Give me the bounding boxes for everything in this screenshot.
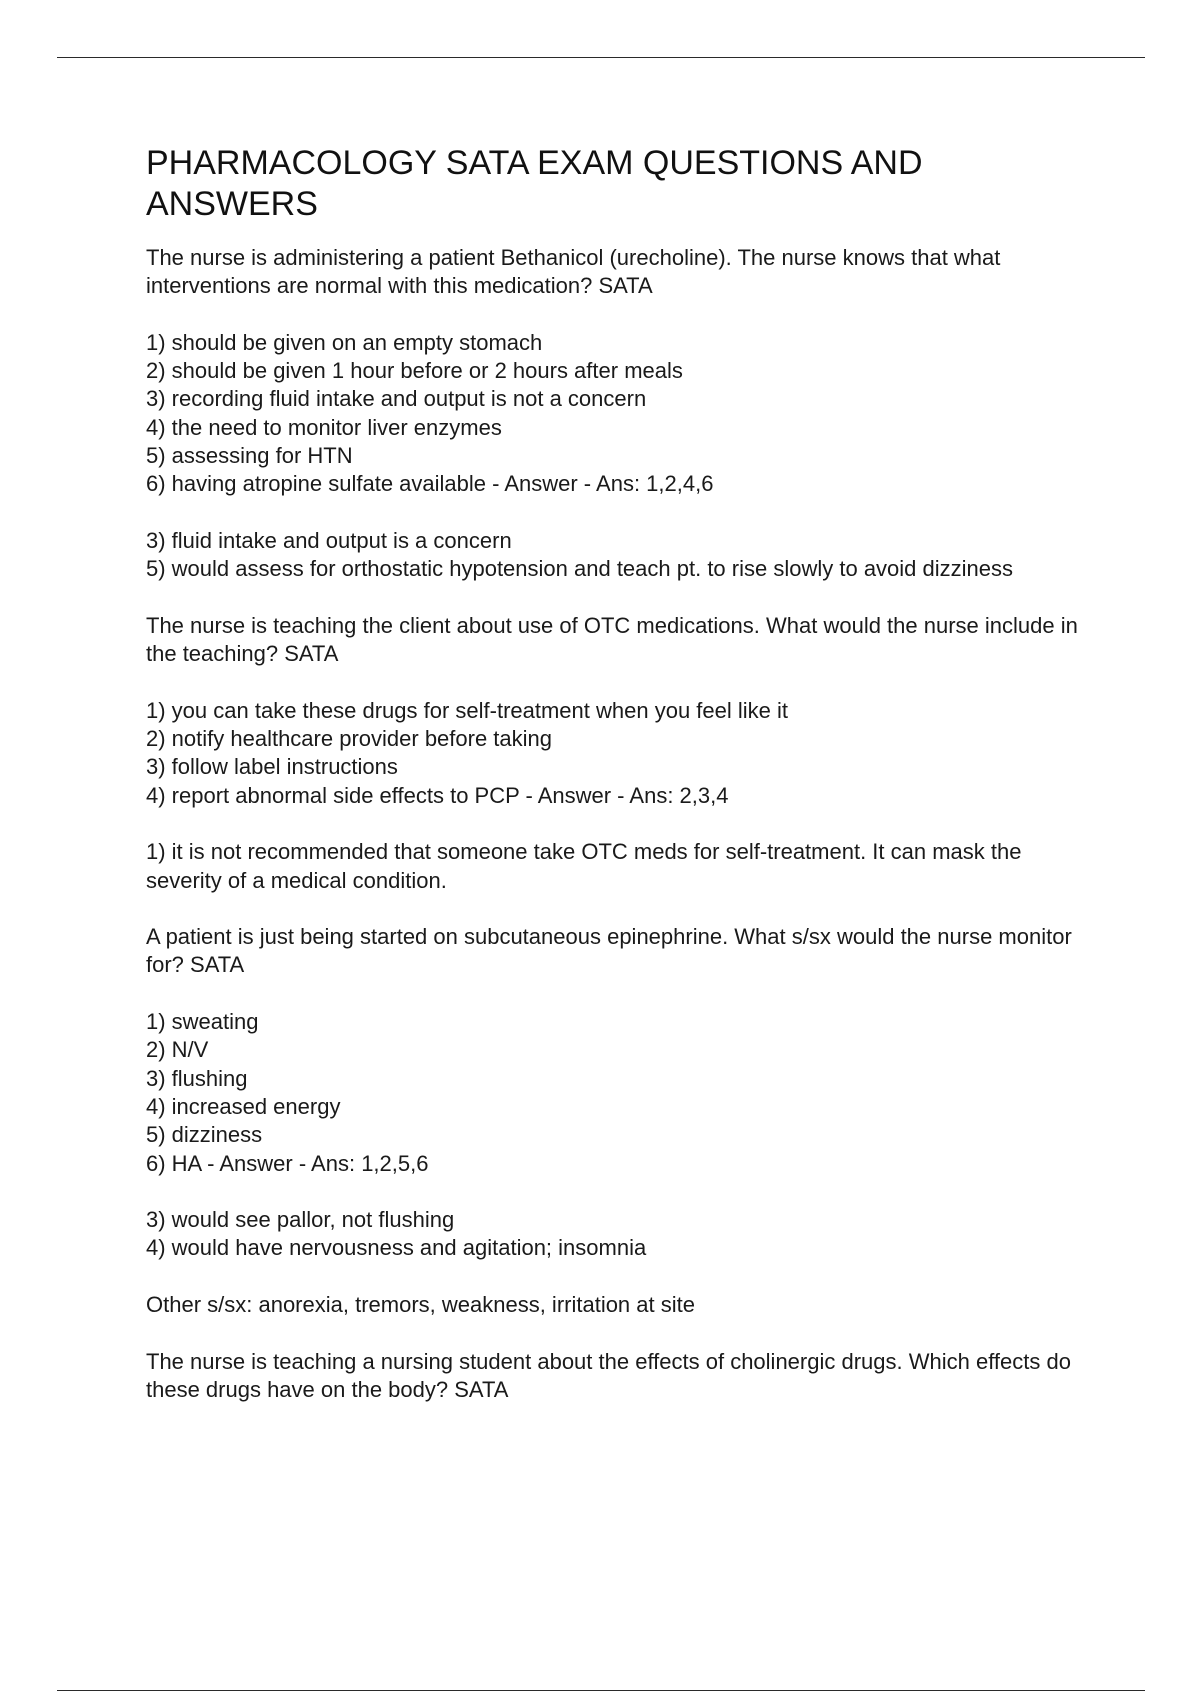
question-3-options — [146, 1008, 1096, 1178]
option-line: 6) HA - Answer - Ans: 1,2,5,6 — [146, 1150, 429, 1176]
rationale-line: 4) would have nervousness and agitation; insomnia — [146, 1235, 647, 1261]
rationale-line: 5) would assess for orthostatic hypotension and teach pt. to rise slowly to avoid dizziness — [146, 556, 1014, 582]
option-line: 2) N/V — [146, 1037, 209, 1063]
option-line: 6) having atropine sulfate available - Answer - Ans: 1,2,4,6 — [146, 471, 714, 497]
rationale-line: 3) fluid intake and output is a concern — [146, 527, 512, 553]
option-line: 3) recording fluid intake and output is not a concern — [146, 386, 647, 412]
option-line: 4) the need to monitor liver enzymes — [146, 414, 502, 440]
question-2-rationale: 1) it is not recommended that someone take OTC meds for self-treatment. It can mask the severity of a medical condition. — [146, 839, 1022, 893]
question-1-options — [146, 329, 1096, 499]
footer-rule — [57, 1690, 1145, 1691]
question-3-extra-note: Other s/sx: anorexia, tremors, weakness, irritation at site — [146, 1291, 695, 1317]
option-line: 4) increased energy — [146, 1093, 341, 1119]
header-rule — [57, 57, 1145, 58]
option-line: 3) flushing — [146, 1065, 248, 1091]
option-line: 1) sweating — [146, 1009, 259, 1035]
option-line: 2) notify healthcare provider before taking — [146, 726, 553, 752]
document-body — [146, 143, 1096, 1432]
option-line: 3) follow label instructions — [146, 754, 398, 780]
question-2-stem: The nurse is teaching the client about use of OTC medications. What would the nurse include in the teaching? SATA — [146, 612, 1078, 667]
rationale-line: 3) would see pallor, not flushing — [146, 1207, 455, 1233]
option-line: 5) dizziness — [146, 1122, 263, 1148]
option-line: 2) should be given 1 hour before or 2 hours after meals — [146, 358, 683, 384]
option-line: 1) should be given on an empty stomach — [146, 329, 543, 355]
option-line: 5) assessing for HTN — [146, 443, 353, 469]
question-3-stem: A patient is just being started on subcutaneous epinephrine. What s/sx would the nurse monitor for? SATA — [146, 924, 1072, 978]
question-2-options — [146, 697, 1096, 810]
question-1-rationale — [146, 527, 1096, 584]
option-line: 4) report abnormal side effects to PCP - Answer - Ans: 2,3,4 — [146, 782, 729, 808]
question-3-rationale — [146, 1206, 1096, 1263]
document-title: PHARMACOLOGY SATA EXAM QUESTIONS AND ANSWERS — [146, 144, 923, 223]
question-4-stem: The nurse is teaching a nursing student about the effects of cholinergic drugs. Which effects do these drugs have on the body? SATA — [146, 1348, 1071, 1402]
question-1-stem: The nurse is administering a patient Bethanicol (urecholine). The nurse knows that what interventions are normal with this medication? SATA — [146, 245, 1001, 299]
option-line: 1) you can take these drugs for self-treatment when you feel like it — [146, 697, 788, 723]
